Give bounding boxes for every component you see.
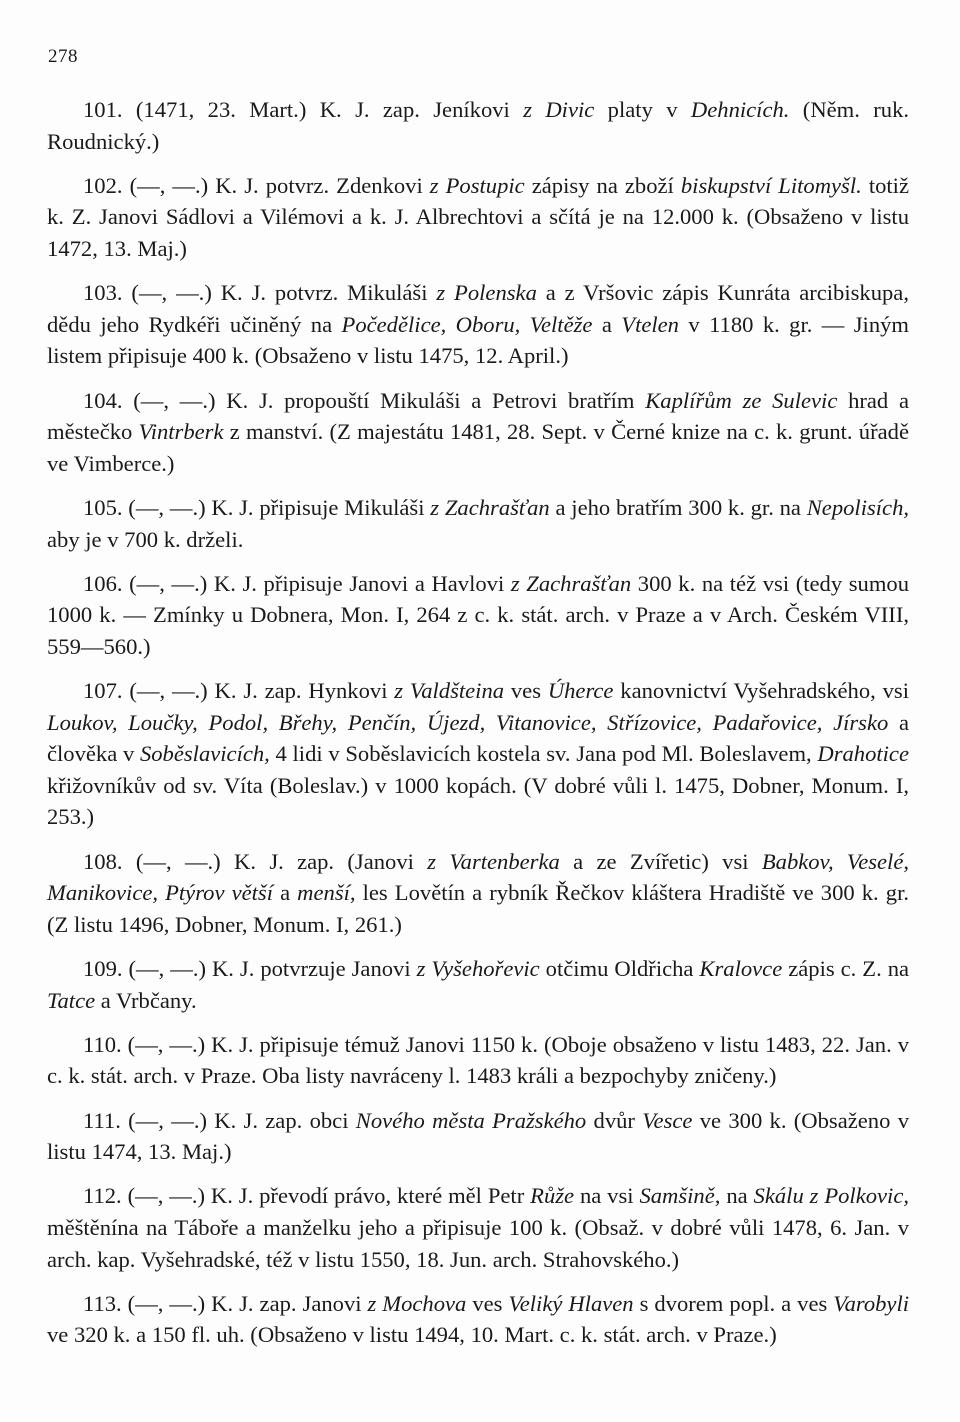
- italic-place-name: Vtelen: [621, 311, 679, 337]
- text-run: kanovnictví Vyšehradského, vsi: [613, 678, 909, 704]
- text-run: zápis c. Z. na: [782, 956, 910, 981]
- text-run: (Něm. ruk. Roudnický.): [47, 97, 910, 154]
- entry-105: [47, 492, 909, 555]
- entry-108: [47, 846, 909, 941]
- italic-place-name: Babkov, Veselé, Manikovice, Ptýrov větší: [47, 848, 910, 906]
- entry-101: [47, 94, 909, 157]
- italic-place-name: Skálu z Polkovic,: [753, 1183, 910, 1209]
- italic-place-name: Samšině,: [639, 1183, 721, 1209]
- entry-107: [47, 675, 909, 833]
- italic-place-name: Veliký Hlaven: [508, 1290, 634, 1316]
- entry-111: [47, 1105, 909, 1168]
- text-run: a z Vršovic zápis Kunráta arcibiskupa, dědu jeho Rydkéři učiněný na: [47, 280, 909, 337]
- entry-113: [47, 1288, 909, 1351]
- italic-place-name: z Mochova: [367, 1290, 467, 1316]
- text-run: 111. (—, —.) K. J. zap. obci: [83, 1107, 356, 1133]
- text-run: a Vrbčany.: [95, 987, 197, 1013]
- entry-112: [47, 1180, 909, 1275]
- text-run: les Lovětín a rybník Řečkov kláštera Hradiště ve 300 k. gr. (Z listu 1496, Dobner, Monum. I, 261.): [47, 880, 909, 937]
- text-run: ve 320 k. a 150 fl. uh. (Obsaženo v listu 1494, 10. Mart. c. k. stát. arch. v Praze.): [47, 1322, 777, 1348]
- text-run: 103. (—, —.) K. J. potvrz. Mikuláši: [83, 280, 437, 306]
- text-run: 112. (—, —.) K. J. převodí právo, které měl Petr: [83, 1183, 531, 1209]
- text-run: v 1180 k. gr. — Jiným listem připisuje 400 k. (Obsaženo v listu 1475, 12. April.): [47, 311, 909, 369]
- italic-place-name: Kaplířům ze Sulevic: [645, 387, 838, 413]
- text-run: 4 lidi v Soběslavicích kostela sv. Jana pod Ml. Boleslavem,: [269, 741, 818, 767]
- text-run: otčimu Oldřicha: [539, 956, 700, 981]
- italic-place-name: Vintrberk: [138, 419, 224, 445]
- text-run: ves: [504, 678, 548, 704]
- italic-place-name: biskupství Litomyšl.: [680, 172, 862, 198]
- italic-place-name: Varobyli: [833, 1290, 910, 1316]
- text-run: a: [272, 880, 298, 906]
- italic-place-name: z Zachrašťan: [510, 570, 632, 596]
- italic-place-name: Úherce: [547, 678, 614, 704]
- text-run: 104. (—, —.) K. J. propouští Mikuláši a Petrovi bratřím: [83, 387, 646, 413]
- text-run: aby je v 700 k. drželi.: [47, 526, 244, 552]
- italic-place-name: Počedělice, Oboru, Veltěže: [341, 311, 593, 337]
- italic-place-name: Růže: [530, 1183, 575, 1209]
- italic-place-name: z Postupic: [429, 172, 525, 198]
- italic-place-name: menší,: [297, 880, 356, 906]
- text-run: ve 300 k. (Obsaženo v listu 1474, 13. Maj.): [47, 1107, 909, 1165]
- italic-place-name: Drahotice: [817, 741, 909, 767]
- italic-place-name: Nepolisích,: [806, 494, 910, 520]
- entry-109: [47, 953, 909, 1016]
- body-text: [47, 94, 909, 1364]
- text-run: 110. (—, —.) K. J. připisuje témuž Janovi 1150 k. (Oboje obsaženo v listu 1483, 22. Jan. v c. k. stát. arch. v Praze. Oba listy navráceny l. 1483 králi a bezpochyby zničeny.): [47, 1031, 909, 1089]
- text-run: totiž k. Z. Janovi Sádlovi a Vilémovi a k. J. Albrechtovi a sčítá je na 12.000 k. (Obsaženo v listu 1472, 13. Maj.): [47, 172, 909, 261]
- text-run: na vsi: [574, 1183, 640, 1209]
- text-run: a ze Zvířetic) vsi: [559, 848, 762, 874]
- text-run: 113. (—, —.) K. J. zap. Janovi: [83, 1290, 368, 1316]
- text-run: a: [592, 311, 622, 337]
- italic-place-name: z Valdšteina: [394, 678, 505, 704]
- italic-place-name: Kralovce: [699, 956, 783, 981]
- entry-102: [47, 170, 909, 265]
- italic-place-name: z Vartenberka: [427, 848, 560, 874]
- italic-place-name: z Zachrašťan: [430, 494, 550, 520]
- italic-place-name: Vesce: [642, 1107, 693, 1133]
- text-run: hrad a městečko: [47, 387, 909, 445]
- text-run: a člověka v: [47, 709, 909, 767]
- text-run: měštěnína na Táboře a manželku jeho a připisuje 100 k. (Obsaž. v dobré vůli 1478, 6. Jan. v arch. kap. Vyšehradské, též v listu 1550, 18. Jun. arch. Strahovského.): [47, 1214, 909, 1272]
- text-run: 105. (—, —.) K. J. připisuje Mikuláši: [83, 494, 431, 520]
- text-run: 107. (—, —.) K. J. zap. Hynkovi: [83, 678, 395, 704]
- italic-place-name: z Vyšehořevic: [416, 956, 540, 981]
- text-run: 101. (1471, 23. Mart.) K. J. zap. Jeníkovi: [83, 97, 524, 122]
- page-number: 278: [48, 46, 78, 67]
- text-run: ves: [466, 1290, 509, 1316]
- text-run: platy v: [594, 97, 691, 122]
- text-run: 109. (—, —.) K. J. potvrzuje Janovi: [83, 956, 417, 981]
- entry-110: [47, 1029, 909, 1092]
- italic-place-name: z Polenska: [436, 280, 537, 306]
- text-run: 300 k. na též vsi (tedy sumou 1000 k. — Zmínky u Dobnera, Mon. I, 264 z c. k. stát. arch. v Praze a v Arch. Českém VIII, 559—560.): [47, 570, 910, 659]
- text-run: dvůr: [586, 1107, 643, 1133]
- text-run: z manství. (Z majestátu 1481, 28. Sept. v Černé knize na c. k. grunt. úřadě ve Vimberce.): [47, 419, 909, 476]
- text-run: 108. (—, —.) K. J. zap. (Janovi: [83, 848, 428, 874]
- italic-place-name: Tatce: [47, 987, 96, 1013]
- italic-place-name: Dehnicích.: [690, 97, 790, 122]
- entry-104: [47, 385, 909, 480]
- text-run: 102. (—, —.) K. J. potvrz. Zdenkovi: [83, 172, 430, 198]
- italic-place-name: Nového města Pražského: [355, 1107, 587, 1133]
- text-run: a jeho bratřím 300 k. gr. na: [549, 494, 807, 520]
- text-run: na: [720, 1183, 754, 1209]
- entry-103: [47, 277, 909, 372]
- italic-place-name: z Divic: [523, 97, 595, 122]
- entry-106: [47, 568, 909, 663]
- text-run: křižovníkův od sv. Víta (Boleslav.) v 1000 kopách. (V dobré vůli l. 1475, Dobner, Monum. I, 253.): [47, 772, 909, 830]
- text-run: 106. (—, —.) K. J. připisuje Janovi a Havlovi: [83, 570, 511, 596]
- text-run: zápisy na zboží: [524, 172, 681, 198]
- italic-place-name: Loukov, Loučky, Podol, Břehy, Penčín, Újezd, Vitanovice, Střízovice, Padařovice, Jírsko: [47, 709, 889, 735]
- italic-place-name: Soběslavicích,: [139, 741, 270, 767]
- text-run: s dvorem popl. a ves: [633, 1290, 834, 1316]
